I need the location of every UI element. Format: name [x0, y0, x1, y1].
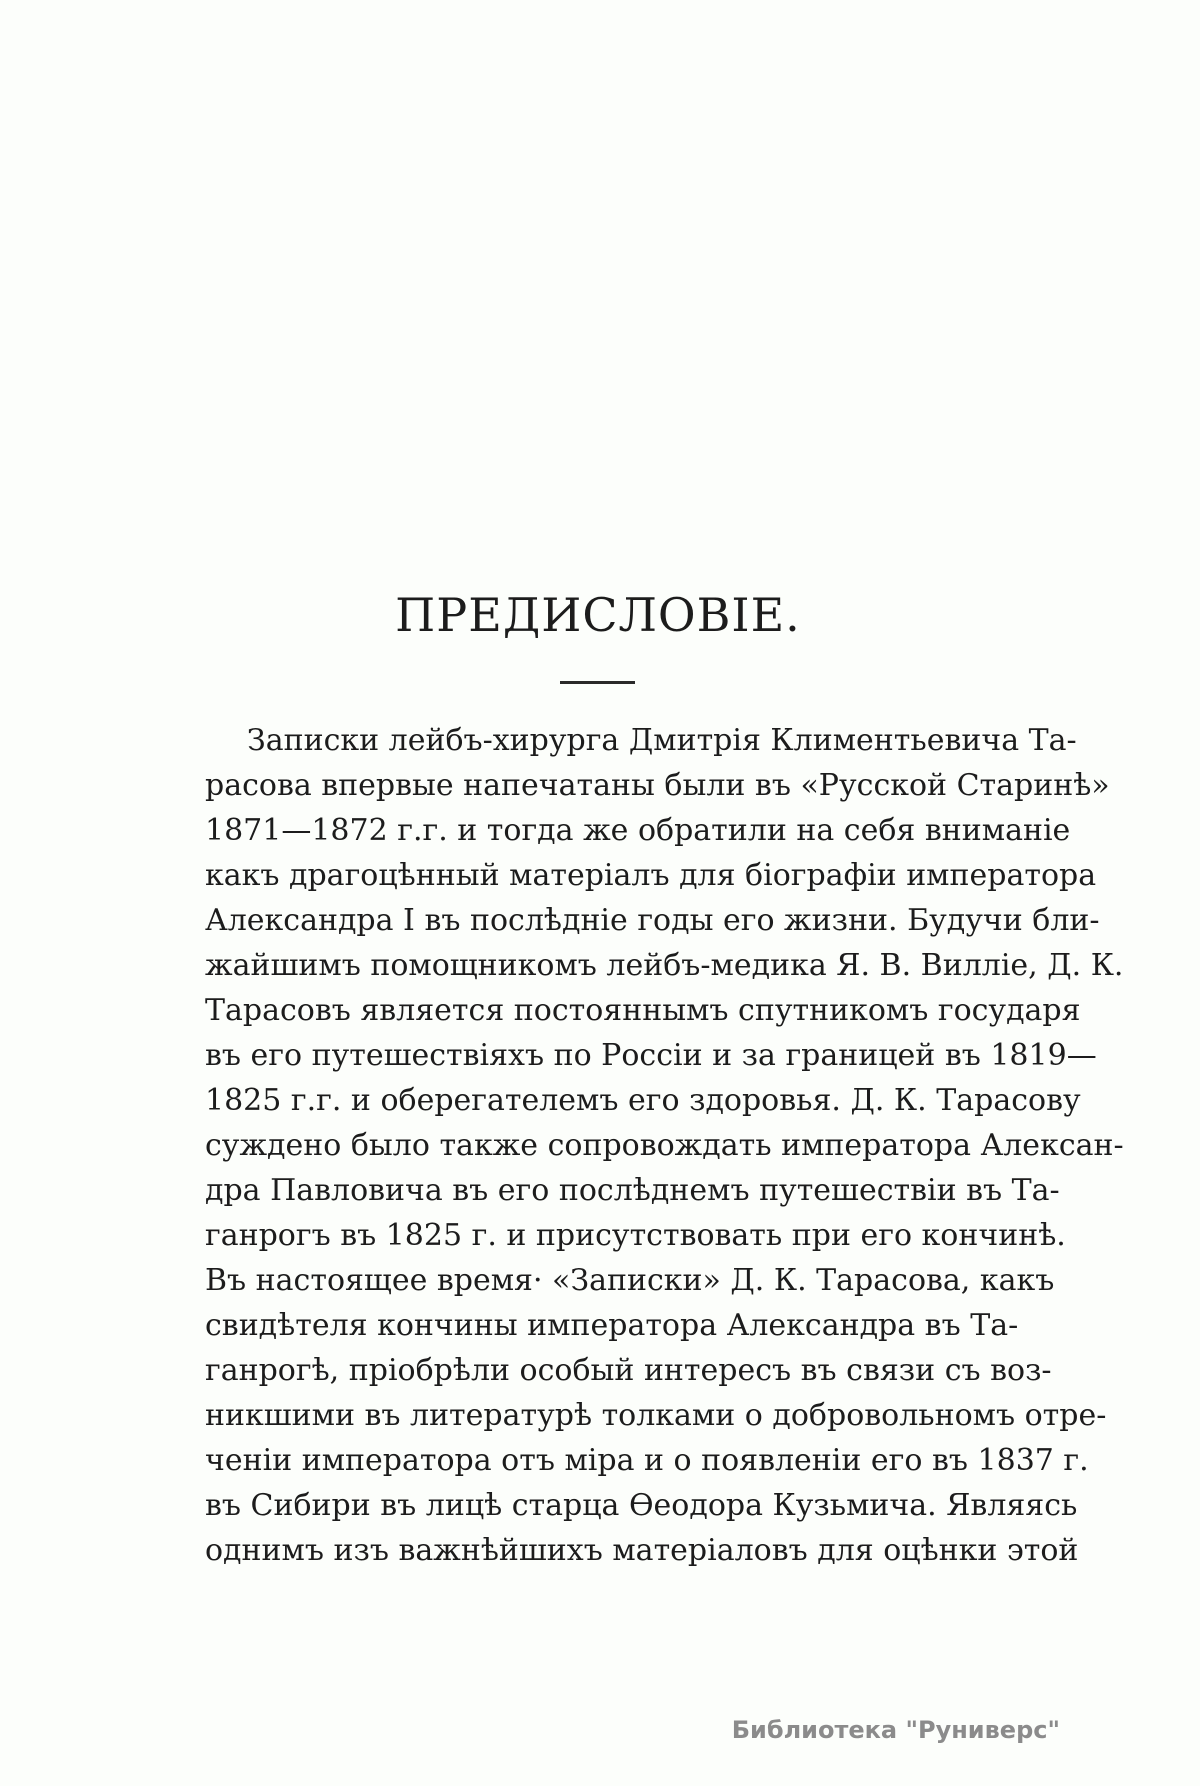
text-line: въ Сибири въ лицѣ старца Ѳеодора Кузьмича. Являясь — [205, 1488, 1078, 1523]
library-watermark: Библиотека "Руниверс" — [731, 1716, 1060, 1744]
text-line: дра Павловича въ его послѣднемъ путешествіи въ Та- — [205, 1173, 1060, 1208]
text-line: въ его путешествіяхъ по Россіи и за границей въ 1819— — [205, 1038, 1097, 1073]
title-divider-rule — [560, 681, 635, 684]
text-line: 1825 г.г. и оберегателемъ его здоровья. Д. К. Тарасову — [205, 1083, 1081, 1118]
chapter-title: ПРЕДИСЛОВІЕ. — [395, 588, 801, 642]
text-line: Александра I въ послѣдніе годы его жизни. Будучи бли- — [205, 903, 1100, 938]
text-line: жайшимъ помощникомъ лейбъ-медика Я. В. Вилліе, Д. К. — [205, 948, 1124, 983]
text-line: ченіи императора отъ міра и о появленіи его въ 1837 г. — [205, 1443, 1089, 1478]
text-line: ганрогъ въ 1825 г. и присутствовать при его кончинѣ. — [205, 1218, 1066, 1253]
text-line: суждено было также сопровождать императора Алексан- — [205, 1128, 1124, 1163]
text-line: расова впервые напечатаны были въ «Русской Старинѣ» — [205, 768, 1110, 803]
text-line: Въ настоящее время· «Записки» Д. К. Тарасова, какъ — [205, 1263, 1055, 1298]
text-line: какъ драгоцѣнный матеріалъ для біографіи императора — [205, 858, 1097, 893]
text-line: никшими въ литературѣ толками о добровольномъ отре- — [205, 1398, 1107, 1433]
text-line: Записки лейбъ-хирурга Дмитрія Климентьевича Та- — [247, 723, 1077, 758]
text-line: однимъ изъ важнѣйшихъ матеріаловъ для оцѣнки этой — [205, 1533, 1079, 1568]
body-paragraph — [205, 718, 1124, 1573]
text-line: свидѣтеля кончины императора Александра въ Та- — [205, 1308, 1019, 1343]
text-line: ганрогѣ, пріобрѣли особый интересъ въ связи съ воз- — [205, 1353, 1052, 1388]
text-line: Тарасовъ является постояннымъ спутникомъ государя — [205, 993, 1081, 1028]
text-line: 1871—1872 г.г. и тогда же обратили на себя вниманіе — [205, 813, 1071, 848]
